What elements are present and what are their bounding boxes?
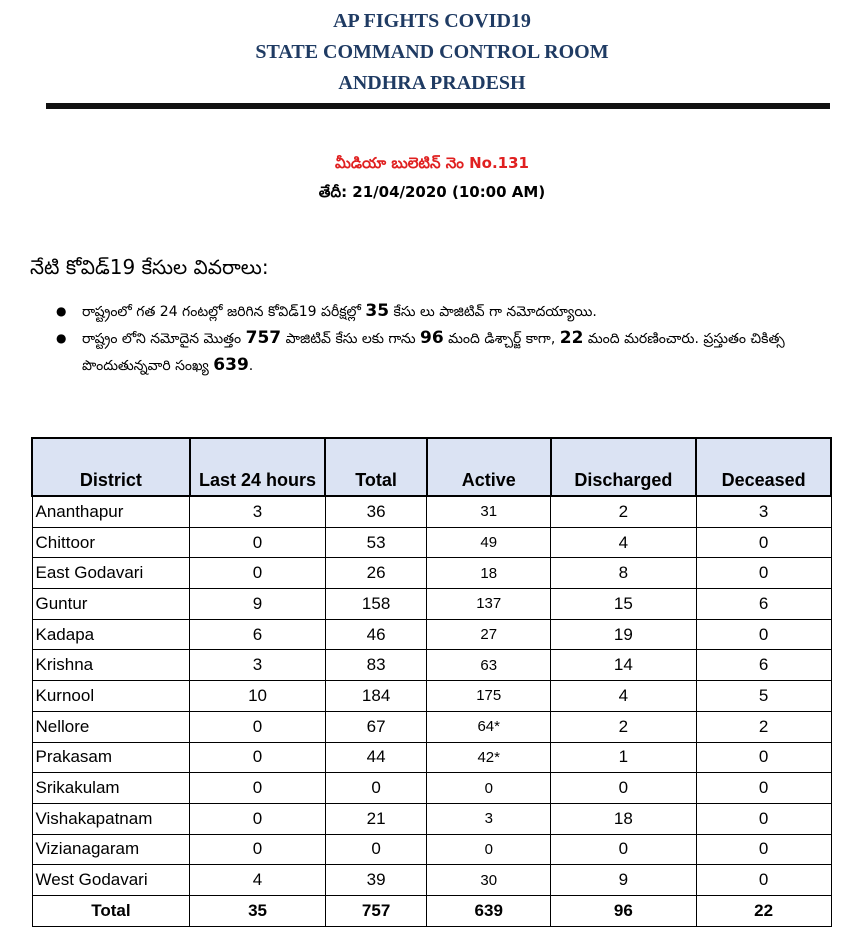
- district-name: Chittoor: [32, 527, 190, 558]
- table-cell: 4: [190, 865, 326, 896]
- table-cell: 14: [551, 650, 697, 681]
- table-cell: 4: [551, 527, 697, 558]
- table-cell: 0: [696, 619, 831, 650]
- column-header: District: [32, 438, 190, 496]
- total-cell: 757: [325, 895, 427, 926]
- table-cell: 26: [325, 558, 427, 589]
- bullet-text: .: [248, 358, 254, 374]
- table-cell: 3: [190, 496, 326, 527]
- table-row: [32, 527, 831, 558]
- table-cell: 2: [551, 711, 697, 742]
- table-row: [32, 650, 831, 681]
- table-cell: 9: [190, 589, 326, 620]
- table-cell: 10: [190, 681, 326, 712]
- table-row: [32, 496, 831, 527]
- table-cell: 0: [696, 527, 831, 558]
- table-cell: 3: [427, 803, 551, 834]
- table-cell: 0: [325, 834, 427, 865]
- table-cell: 0: [427, 834, 551, 865]
- table-row: [32, 619, 831, 650]
- total-cell: 22: [696, 895, 831, 926]
- table-cell: 4: [551, 681, 697, 712]
- date-label: తేదీ: [318, 183, 342, 201]
- table-cell: 9: [551, 865, 697, 896]
- table-total-row: [32, 895, 831, 926]
- table-cell: 6: [696, 589, 831, 620]
- table-cell: 6: [190, 619, 326, 650]
- table-cell: 0: [325, 773, 427, 804]
- summary-bullet-2: [56, 325, 836, 379]
- summary-bullet-1: [56, 298, 836, 325]
- table-row: [32, 742, 831, 773]
- table-cell: 44: [325, 742, 427, 773]
- table-cell: 0: [190, 558, 326, 589]
- bullet-text: కేసు లు పాజిటివ్ గా నమోదయ్యాయి.: [389, 304, 597, 320]
- table-cell: 0: [190, 803, 326, 834]
- district-name: West Godavari: [32, 865, 190, 896]
- table-row: [32, 803, 831, 834]
- column-header: Total: [325, 438, 427, 496]
- district-name: Kadapa: [32, 619, 190, 650]
- district-cases-table: [31, 437, 832, 927]
- district-name: Vishakapatnam: [32, 803, 190, 834]
- column-header: Deceased: [696, 438, 831, 496]
- bulletin-date: [0, 183, 864, 205]
- table-cell: 49: [427, 527, 551, 558]
- table-cell: 83: [325, 650, 427, 681]
- table-cell: 184: [325, 681, 427, 712]
- bullet-number: 757: [245, 328, 282, 348]
- column-header: Last 24 hours: [190, 438, 326, 496]
- bullet-number: 639: [213, 355, 249, 375]
- table-row: [32, 865, 831, 896]
- table-cell: 8: [551, 558, 697, 589]
- table-row: [32, 711, 831, 742]
- bullet-number: 22: [559, 328, 584, 348]
- bulletin-title: మీడియా బులెటిన్ నెం No.131: [335, 154, 529, 172]
- district-name: Guntur: [32, 589, 190, 620]
- header-divider: [46, 103, 830, 109]
- district-name: Kurnool: [32, 681, 190, 712]
- table-cell: 63: [427, 650, 551, 681]
- bullet-text: రాష్ట్రం లోని నమోదైన మొత్తం: [82, 331, 246, 347]
- table-cell: 3: [190, 650, 326, 681]
- table-cell: 0: [696, 742, 831, 773]
- summary-heading: నేటి కోవిడ్19 కేసుల వివరాలు:: [30, 255, 269, 279]
- table-cell: 0: [190, 711, 326, 742]
- bullet-text: మంది మరణించారు. ప్రస్తుతం చికిత్స పొందుతున్నవారి సంఖ్య: [82, 331, 785, 374]
- table-cell: 67: [325, 711, 427, 742]
- table-row: [32, 773, 831, 804]
- table-cell: 0: [696, 773, 831, 804]
- table-cell: 18: [427, 558, 551, 589]
- table-cell: 3: [696, 496, 831, 527]
- table-cell: 2: [696, 711, 831, 742]
- table-cell: 31: [427, 496, 551, 527]
- table-cell: 158: [325, 589, 427, 620]
- table-cell: 5: [696, 681, 831, 712]
- total-label: Total: [32, 895, 190, 926]
- district-name: Vizianagaram: [32, 834, 190, 865]
- table-cell: 175: [427, 681, 551, 712]
- table-cell: 0: [696, 558, 831, 589]
- table-cell: 53: [325, 527, 427, 558]
- table-cell: 18: [551, 803, 697, 834]
- table-cell: 1: [551, 742, 697, 773]
- table-cell: 15: [551, 589, 697, 620]
- table-cell: 0: [551, 773, 697, 804]
- table-cell: 0: [190, 742, 326, 773]
- column-header: Discharged: [551, 438, 697, 496]
- summary-list: [56, 298, 836, 379]
- district-name: Prakasam: [32, 742, 190, 773]
- total-cell: 96: [551, 895, 697, 926]
- table-cell: 0: [696, 803, 831, 834]
- table-cell: 42*: [427, 742, 551, 773]
- bullet-text: రాష్ట్రంలో గత 24 గంటల్లో జరిగిన కోవిడ్19 పరీక్షల్లో: [82, 304, 366, 320]
- district-name: Nellore: [32, 711, 190, 742]
- table-cell: 36: [325, 496, 427, 527]
- table-row: [32, 681, 831, 712]
- total-cell: 639: [427, 895, 551, 926]
- header-state: ANDHRA PRADESH: [338, 72, 526, 94]
- table-row: [32, 834, 831, 865]
- table-cell: 0: [696, 865, 831, 896]
- column-header: Active: [427, 438, 551, 496]
- table-cell: 0: [190, 527, 326, 558]
- table-cell: 0: [427, 773, 551, 804]
- table-cell: 27: [427, 619, 551, 650]
- table-cell: 2: [551, 496, 697, 527]
- bullet-number: 35: [365, 301, 390, 321]
- table-cell: 21: [325, 803, 427, 834]
- header-title: AP FIGHTS COVID19: [333, 10, 531, 32]
- district-name: Ananthapur: [32, 496, 190, 527]
- table-cell: 6: [696, 650, 831, 681]
- table-row: [32, 589, 831, 620]
- total-cell: 35: [190, 895, 326, 926]
- district-name: East Godavari: [32, 558, 190, 589]
- table-header-row: [32, 438, 831, 496]
- table-row: [32, 558, 831, 589]
- table-cell: 30: [427, 865, 551, 896]
- table-cell: 39: [325, 865, 427, 896]
- header-subtitle: STATE COMMAND CONTROL ROOM: [255, 41, 609, 63]
- district-name: Srikakulam: [32, 773, 190, 804]
- bullet-number: 96: [420, 328, 444, 348]
- bullet-text: పాజిటివ్ కేసు లకు గాను: [281, 331, 420, 347]
- district-name: Krishna: [32, 650, 190, 681]
- table-cell: 64*: [427, 711, 551, 742]
- table-cell: 0: [551, 834, 697, 865]
- table-cell: 0: [190, 773, 326, 804]
- table-cell: 46: [325, 619, 427, 650]
- table-cell: 137: [427, 589, 551, 620]
- bullet-text: మంది డిశ్చార్జ్ కాగా,: [443, 331, 560, 347]
- date-value: : 21/04/2020 (10:00 AM): [341, 183, 546, 201]
- table-cell: 0: [190, 834, 326, 865]
- table-cell: 19: [551, 619, 697, 650]
- table-cell: 0: [696, 834, 831, 865]
